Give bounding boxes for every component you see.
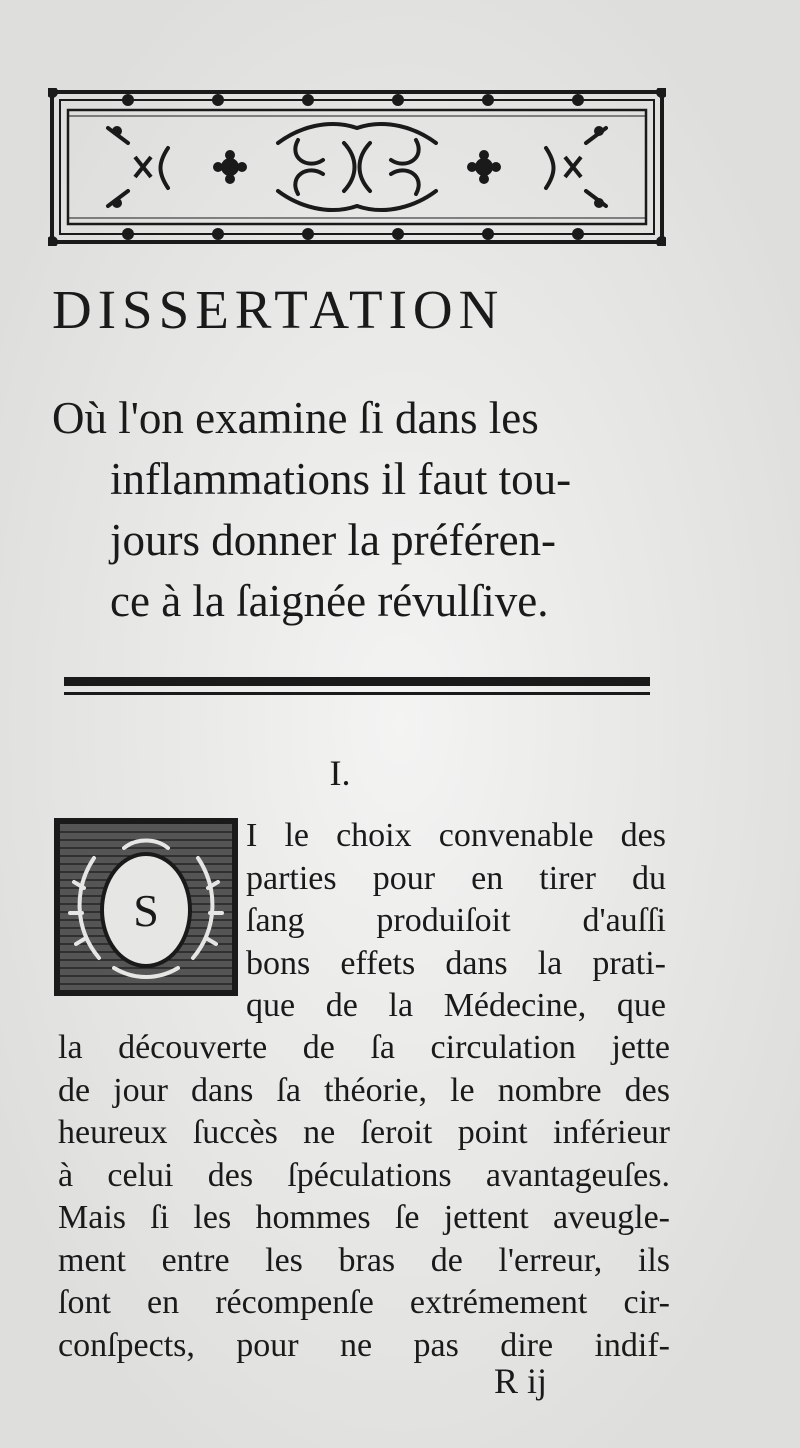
text-line: que de la Médecine, que	[246, 987, 666, 1024]
subtitle-line: ce à la ſaignée révulſive.	[110, 576, 549, 626]
paragraph-body	[58, 1027, 670, 1367]
drop-cap-letter: S	[133, 885, 159, 936]
text-line: la découverte de ſa circulation jette	[58, 1029, 670, 1066]
text-line: parties pour en tirer du	[246, 859, 666, 897]
subtitle-line: jours donner la préféren-	[110, 515, 557, 565]
decorated-initial-frame-icon	[54, 818, 238, 996]
text-line: ſont en récompenſe extrémement cir-	[58, 1284, 670, 1321]
signature-mark: R ij	[494, 1361, 548, 1401]
text-line: bons effets dans la prati-	[246, 944, 666, 982]
subtitle	[52, 388, 672, 632]
text-line: heureux ſuccès ne ſeroit point inférieur	[58, 1114, 670, 1151]
text-line: à celui des ſpéculations avantageuſes.	[58, 1156, 670, 1194]
text-line: ment entre les bras de l'erreur, ils	[58, 1241, 670, 1279]
ornamental-headpiece-icon	[48, 88, 666, 246]
page-title: DISSERTATION	[52, 279, 505, 340]
text-line: de jour dans ſa théorie, le nombre des	[58, 1071, 670, 1109]
text-line: ſang produiſoit d'auſſi	[246, 902, 666, 939]
paragraph-opening	[246, 815, 666, 1028]
section-number: I.	[329, 753, 351, 793]
text-line: Mais ſi les hommes ſe jettent aveugle-	[58, 1199, 670, 1236]
subtitle-line: Où l'on examine ſi dans les	[52, 393, 539, 443]
text-line: I le choix convenable des	[246, 817, 666, 854]
subtitle-line: inflammations il faut tou-	[110, 454, 572, 504]
text-line: conſpects, pour ne pas dire indif-	[58, 1326, 670, 1364]
section-divider	[64, 675, 650, 701]
